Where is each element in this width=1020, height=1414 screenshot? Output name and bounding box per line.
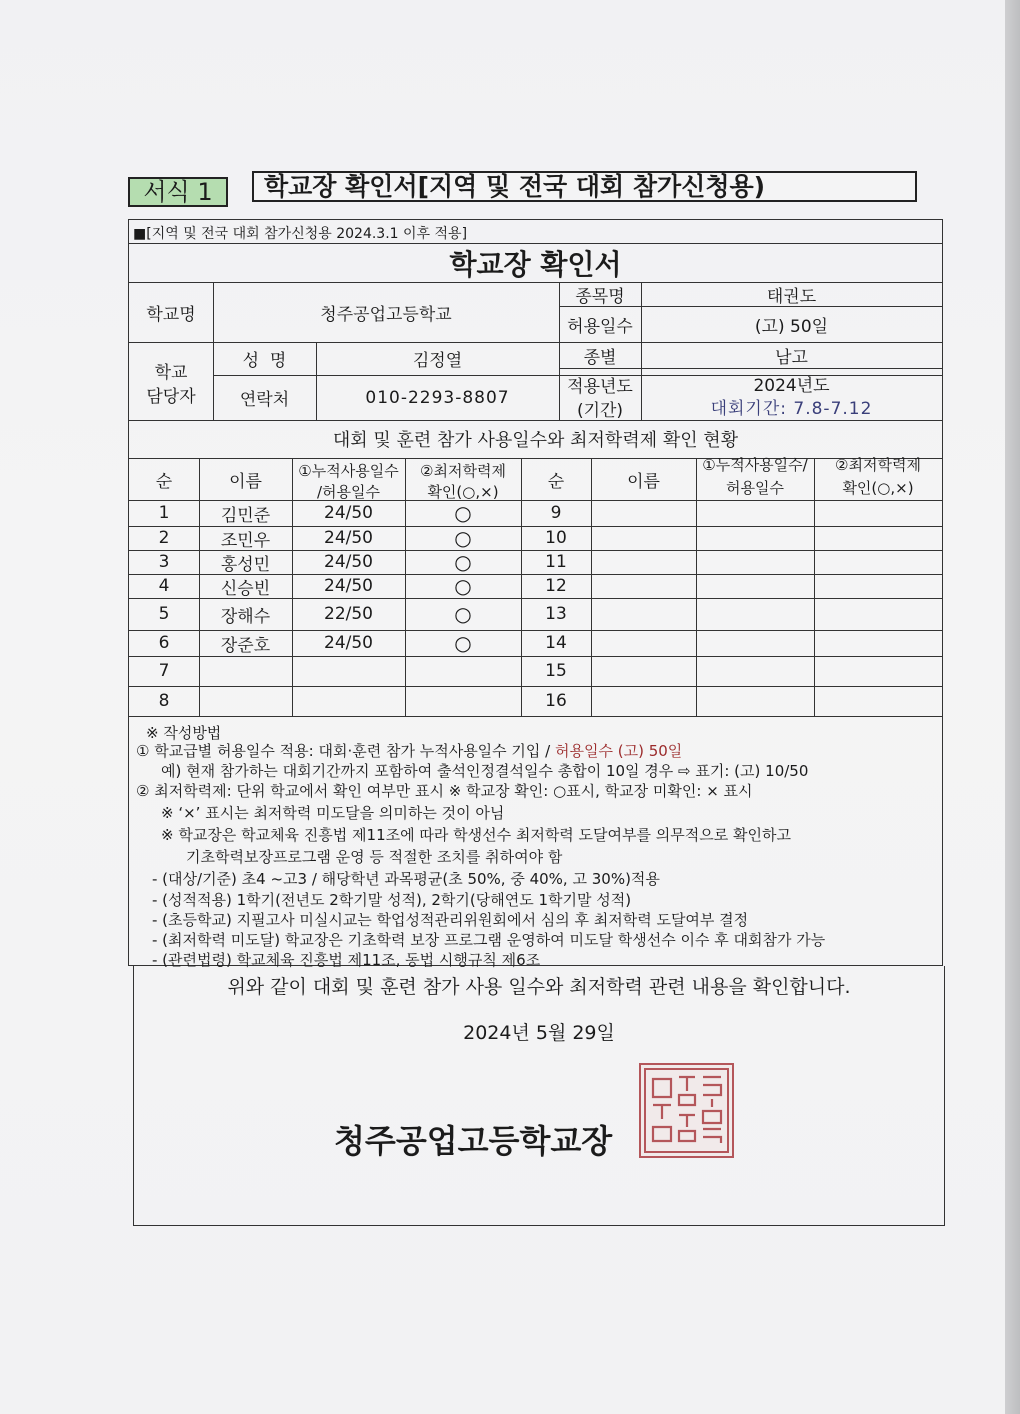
row-no: 7	[158, 661, 170, 681]
note-11: - (관련법령) 학교체육 진흥법 제11조, 동법 시행규칙 제6조	[152, 951, 541, 969]
row-name: 김민준	[220, 505, 271, 526]
manager-label-line1: 학교	[154, 363, 188, 383]
competition-period: 대회기간: 7.8-7.12	[710, 399, 873, 419]
row-no-right: 10	[545, 528, 567, 548]
row-name: 홍성민	[220, 554, 271, 575]
principal-signature-name: 청주공업고등학교장	[334, 1122, 613, 1160]
row-min-check: ○	[454, 574, 472, 598]
name-label: 성 명	[242, 351, 287, 371]
row-no-right: 9	[550, 503, 562, 523]
principal-seal-stamp	[639, 1063, 734, 1158]
school-name-value: 청주공업고등학교	[320, 304, 452, 325]
row-min-check: ○	[454, 550, 472, 574]
gender-label: 종별	[583, 347, 617, 368]
note-1	[136, 740, 682, 761]
header-no-left: 순	[155, 471, 173, 492]
row-no: 3	[158, 552, 170, 572]
row-min-check: ○	[454, 526, 472, 550]
manager-label-line2: 담당자	[146, 387, 196, 407]
header-name-left: 이름	[229, 471, 262, 492]
header-days-right-1: ①누적사용일수/	[702, 456, 808, 474]
row-no-right: 15	[545, 661, 567, 681]
row-min-check: ○	[454, 602, 472, 626]
writing-instructions	[136, 722, 936, 969]
row-name	[199, 686, 292, 716]
year-label-line1: 적용년도	[567, 377, 633, 397]
header-note: ■[지역 및 전국 대회 참가신청용 2024.3.1 이후 적용]	[133, 226, 468, 242]
note-4: ※ ‘×’ 표시는 최저학력 미도달을 의미하는 것이 아님	[161, 804, 505, 822]
row-days: 24/50	[324, 576, 373, 596]
note-1-highlight: 허용일수 (고) 50일	[555, 742, 683, 760]
notes-heading: ※ 작성방법	[146, 724, 222, 742]
row-days	[292, 686, 405, 716]
header-min-left-1: ②최저학력제	[420, 462, 506, 480]
header-min-right-2: 확인(○,×)	[842, 479, 914, 497]
row-no-right: 12	[545, 576, 567, 596]
contact-label: 연락처	[239, 390, 290, 410]
row-no-right: 13	[545, 604, 567, 624]
row-name: 장해수	[220, 606, 271, 627]
sport-label: 종목명	[575, 286, 625, 307]
confirmation-box	[133, 966, 945, 1226]
school-name-label: 학교명	[146, 304, 196, 325]
row-days	[292, 656, 405, 686]
row-days: 22/50	[324, 604, 373, 624]
header-no-right: 순	[547, 471, 565, 492]
year-value: 2024년도	[753, 376, 830, 396]
row-name: 신승빈	[220, 578, 271, 599]
row-no-right: 16	[545, 691, 567, 711]
row-min-check	[405, 656, 521, 686]
row-days: 24/50	[324, 528, 373, 548]
note-9: - (초등학교) 지필고사 미실시교는 학업성적관리위원회에서 심의 후 최저학력 도달여부 결정	[152, 911, 749, 929]
allowed-days-value: (고) 50일	[754, 316, 829, 337]
note-6: 기초학력보장프로그램 운영 등 적절한 조치를 취하여야 함	[186, 848, 563, 866]
seal-glyphs	[641, 1065, 732, 1156]
row-no: 1	[158, 503, 170, 523]
confirmation-statement: 위와 같이 대회 및 훈련 참가 사용 일수와 최저학력 관련 내용을 확인합니다.	[227, 976, 851, 998]
form-title: 학교장 확인서[지역 및 전국 대회 참가신청용)	[252, 171, 917, 202]
header-days-left-2: /허용일수	[316, 483, 380, 501]
note-1-text: ① 학교급별 허용일수 적용: 대회·훈련 참가 누적사용일수 기입 /	[136, 742, 555, 760]
note-5: ※ 학교장은 학교체육 진흥법 제11조에 따라 학생선수 최저학력 도달여부를 의무적으로 확인하고	[161, 826, 791, 844]
row-min-check	[405, 686, 521, 716]
allowed-days-label: 허용일수	[567, 316, 633, 337]
gender-value: 남고	[775, 347, 808, 368]
contact-value: 010-2293-8807	[365, 387, 510, 408]
row-days: 24/50	[324, 503, 373, 523]
header-name-right: 이름	[627, 471, 660, 492]
header-min-right-1: ②최저학력제	[835, 456, 921, 474]
row-min-check: ○	[454, 631, 472, 655]
row-name	[199, 656, 292, 686]
name-value: 김정열	[412, 351, 463, 371]
note-7: - (대상/기준) 초4 ~고3 / 해당학년 과목평균(초 50%, 중 40%, 고 30%)적용	[152, 870, 660, 888]
row-days: 24/50	[324, 552, 373, 572]
sport-value: 태권도	[766, 286, 817, 307]
row-min-check: ○	[454, 501, 472, 525]
row-no: 4	[158, 576, 170, 596]
row-days: 24/50	[324, 633, 373, 653]
note-10: - (최저학력 미도달) 학교장은 기초학력 보장 프로그램 운영하여 미도달 학생선수 이수 후 대회참가 가능	[152, 931, 826, 949]
row-no: 5	[158, 604, 170, 624]
note-2: 예) 현재 참가하는 대회기간까지 포함하여 출석인정결석일수 총합이 10일 경우 ⇨ 표기: (고) 10/50	[161, 762, 809, 780]
header-days-right-2: 허용일수	[726, 479, 784, 497]
row-no-right: 14	[545, 633, 567, 653]
note-3: ② 최저학력제: 단위 학교에서 확인 여부만 표시 ※ 학교장 확인: ○표시, 학교장 미확인: × 표시	[136, 782, 753, 800]
header-min-left-2: 확인(○,×)	[427, 483, 499, 501]
row-no-right: 11	[545, 552, 567, 572]
background-table-edge	[1005, 0, 1020, 1414]
document-title: 학교장 확인서	[449, 248, 622, 281]
header-days-left-1: ①누적사용일수	[298, 462, 399, 480]
year-label-line2: (기간)	[576, 401, 624, 421]
confirmation-date: 2024년 5월 29일	[463, 1022, 615, 1044]
row-no: 6	[158, 633, 170, 653]
row-name: 조민우	[220, 530, 271, 551]
row-no: 8	[158, 691, 170, 711]
row-no: 2	[158, 528, 170, 548]
section-title: 대회 및 훈련 참가 사용일수와 최저학력제 확인 현황	[332, 430, 739, 451]
row-name: 장준호	[220, 635, 271, 656]
note-8: - (성적적용) 1학기(전년도 2학기말 성적), 2학기(당해연도 1학기말 성적)	[152, 891, 632, 909]
form-number-label: 서식 1	[128, 177, 228, 207]
